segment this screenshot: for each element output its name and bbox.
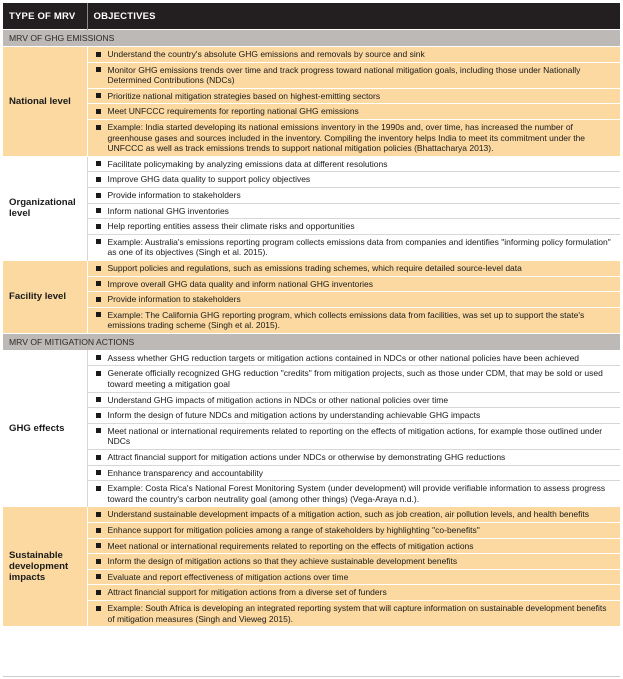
objectives-list — [88, 261, 621, 333]
objective-item — [88, 63, 621, 89]
square-bullet-icon — [96, 67, 101, 72]
square-bullet-icon — [96, 266, 101, 271]
objective-text: Example: The California GHG reporting program, which collects emissions data from facilities, was set up to support the state's emissions trading scheme (Singh et al. 2015). — [107, 309, 585, 331]
objectives-list — [88, 157, 621, 260]
objective-item — [88, 104, 621, 120]
objective-item — [88, 585, 621, 601]
objective-text: Inform the design of mitigation actions so that they achieve sustainable development benefits — [107, 556, 458, 567]
square-bullet-icon — [96, 574, 101, 579]
objective-item — [88, 366, 621, 392]
square-bullet-icon — [96, 428, 101, 433]
section-header-row — [3, 333, 620, 350]
square-bullet-icon — [96, 109, 101, 114]
objective-item — [88, 120, 621, 156]
square-bullet-icon — [96, 52, 101, 57]
objective-text: Enhance transparency and accountability — [107, 467, 263, 478]
objectives-cell — [87, 350, 620, 507]
objective-item — [88, 507, 621, 523]
section-title: MRV OF MITIGATION ACTIONS — [3, 333, 620, 350]
objective-text: Provide information to stakeholders — [107, 189, 241, 200]
objective-text: Meet UNFCCC requirements for reporting national GHG emissions — [107, 106, 359, 117]
mrv-objectives-table — [3, 3, 620, 626]
objective-item — [88, 89, 621, 105]
objective-item — [88, 219, 621, 235]
objective-item — [88, 570, 621, 586]
square-bullet-icon — [96, 193, 101, 198]
square-bullet-icon — [96, 590, 101, 595]
objective-text: Facilitate policymaking by analyzing emissions data at different resolutions — [107, 158, 388, 169]
objective-item — [88, 157, 621, 173]
objective-item — [88, 539, 621, 555]
square-bullet-icon — [96, 606, 101, 611]
mrv-type-label: Organizational level — [3, 156, 87, 260]
square-bullet-icon — [96, 177, 101, 182]
objective-text: Understand GHG impacts of mitigation actions in NDCs or other national policies over time — [107, 394, 449, 405]
objective-text: Improve overall GHG data quality and inform national GHG inventories — [107, 278, 374, 289]
objective-item — [88, 308, 621, 333]
square-bullet-icon — [96, 93, 101, 98]
mrv-type-row — [3, 507, 620, 626]
objective-item — [88, 261, 621, 277]
square-bullet-icon — [96, 559, 101, 564]
objective-text: Enhance support for mitigation policies among a range of stakeholders by highlighting "co-benefits" — [107, 525, 480, 535]
square-bullet-icon — [96, 371, 101, 376]
objective-item — [88, 393, 621, 409]
square-bullet-icon — [96, 355, 101, 360]
square-bullet-icon — [96, 512, 101, 517]
mrv-type-row — [3, 47, 620, 157]
bottom-rule — [3, 676, 620, 677]
square-bullet-icon — [96, 281, 101, 286]
section-title: MRV OF GHG EMISSIONS — [3, 30, 620, 47]
square-bullet-icon — [96, 397, 101, 402]
mrv-type-label: National level — [3, 47, 87, 157]
header-row — [3, 3, 620, 30]
objective-item — [88, 188, 621, 204]
square-bullet-icon — [96, 125, 101, 130]
square-bullet-icon — [96, 239, 101, 244]
header-type-of-mrv: TYPE OF MRV — [3, 3, 87, 30]
square-bullet-icon — [96, 312, 101, 317]
mrv-type-label: Sustainable development impacts — [3, 507, 87, 626]
mrv-type-label: Facility level — [3, 260, 87, 333]
mrv-type-row — [3, 156, 620, 260]
objective-item — [88, 408, 621, 424]
table-body — [3, 30, 620, 627]
objective-text: Example: Costa Rica's National Forest Monitoring System (under development) will provide verifiable information to assess progress toward the country's carbon neutrality goal (among other things) (Vega-Araya n.d.). — [107, 483, 606, 504]
objective-text: Understand the country's absolute GHG emissions and removals by source and sink — [107, 49, 425, 59]
objective-text: Provide information to stakeholders — [107, 294, 241, 305]
square-bullet-icon — [96, 413, 101, 418]
square-bullet-icon — [96, 161, 101, 166]
objective-text: Prioritize national mitigation strategies based on highest-emitting sectors — [107, 90, 381, 101]
objective-text: Attract financial support for mitigation actions from a diverse set of funders — [107, 587, 387, 598]
objective-text: Help reporting entities assess their climate risks and opportunities — [107, 221, 355, 232]
objective-item — [88, 450, 621, 466]
objectives-cell — [87, 260, 620, 333]
objective-text: Attract financial support for mitigation actions under NDCs or otherwise by demonstrating GHG reductions — [107, 452, 506, 463]
square-bullet-icon — [96, 528, 101, 533]
objective-item — [88, 235, 621, 260]
objectives-list — [88, 351, 621, 507]
objective-text: Support policies and regulations, such as emissions trading schemes, which require detailed source-level data — [107, 262, 522, 273]
objective-text: Understand sustainable development impacts of a mitigation action, such as job creation, air pollution levels, and health benefits — [107, 509, 589, 520]
objectives-cell — [87, 507, 620, 626]
header-objectives: OBJECTIVES — [87, 3, 620, 30]
objective-text: Inform national GHG inventories — [107, 205, 229, 216]
objective-text: Example: India started developing its national emissions inventory in the 1990s and, over time, has increased the number of greenhouse gases and sources included in the inventory. Compiling the inventory helps India to meet its commitment under the UNFCCC as well as track emissions trends to support national mitigation policies (Bhattacharya 2013). — [107, 121, 586, 154]
objective-item — [88, 554, 621, 570]
square-bullet-icon — [96, 297, 101, 302]
square-bullet-icon — [96, 486, 101, 491]
objective-text: Example: Australia's emissions reporting program collects emissions data from companies and identifies "informing policy formulation" as one of its objectives (Singh et al. 2015). — [107, 236, 611, 258]
objective-item — [88, 481, 621, 506]
objective-item — [88, 601, 621, 626]
objective-text: Improve GHG data quality to support policy objectives — [107, 174, 311, 185]
mrv-type-label: GHG effects — [3, 350, 87, 507]
mrv-type-row — [3, 260, 620, 333]
square-bullet-icon — [96, 470, 101, 475]
objective-item — [88, 424, 621, 450]
objectives-cell — [87, 47, 620, 157]
objective-text: Generate officially recognized GHG reduction "credits" from mitigation projects, such as those under CDM, that may be sold or used toward meeting a mitigation goal — [107, 368, 603, 390]
table-header — [3, 3, 620, 30]
objective-text: Monitor GHG emissions trends over time and track progress toward national mitigation goals, including those under Nationally Determined Contributions (NDCs) — [107, 64, 581, 86]
objective-item — [88, 466, 621, 482]
section-header-row — [3, 30, 620, 47]
objective-text: Assess whether GHG reduction targets or mitigation actions contained in NDCs or other national policies have been achieved — [107, 352, 580, 363]
objective-item — [88, 523, 621, 539]
objective-text: Evaluate and report effectiveness of mitigation actions over time — [107, 571, 349, 582]
objectives-list — [88, 507, 621, 626]
objective-text: Inform the design of future NDCs and mitigation actions by understanding achievable GHG impacts — [107, 410, 481, 421]
objective-text: Example: South Africa is developing an integrated reporting system that will capture information on sustainable development benefits of mitigation measures (Singh and Vieweg 2015). — [107, 602, 607, 624]
objective-item — [88, 277, 621, 293]
square-bullet-icon — [96, 455, 101, 460]
square-bullet-icon — [96, 543, 101, 548]
objective-item — [88, 204, 621, 220]
objective-text: Meet national or international requirements related to reporting on the effects of mitigation actions — [107, 540, 474, 551]
mrv-type-row — [3, 350, 620, 507]
square-bullet-icon — [96, 224, 101, 229]
square-bullet-icon — [96, 208, 101, 213]
objective-item — [88, 292, 621, 308]
objective-item — [88, 351, 621, 367]
objective-text: Meet national or international requirements related to reporting on the effects of mitigation actions, for example those outlined under NDCs — [107, 425, 603, 447]
objective-item — [88, 47, 621, 63]
objective-item — [88, 172, 621, 188]
objectives-cell — [87, 156, 620, 260]
objectives-list — [88, 47, 621, 156]
